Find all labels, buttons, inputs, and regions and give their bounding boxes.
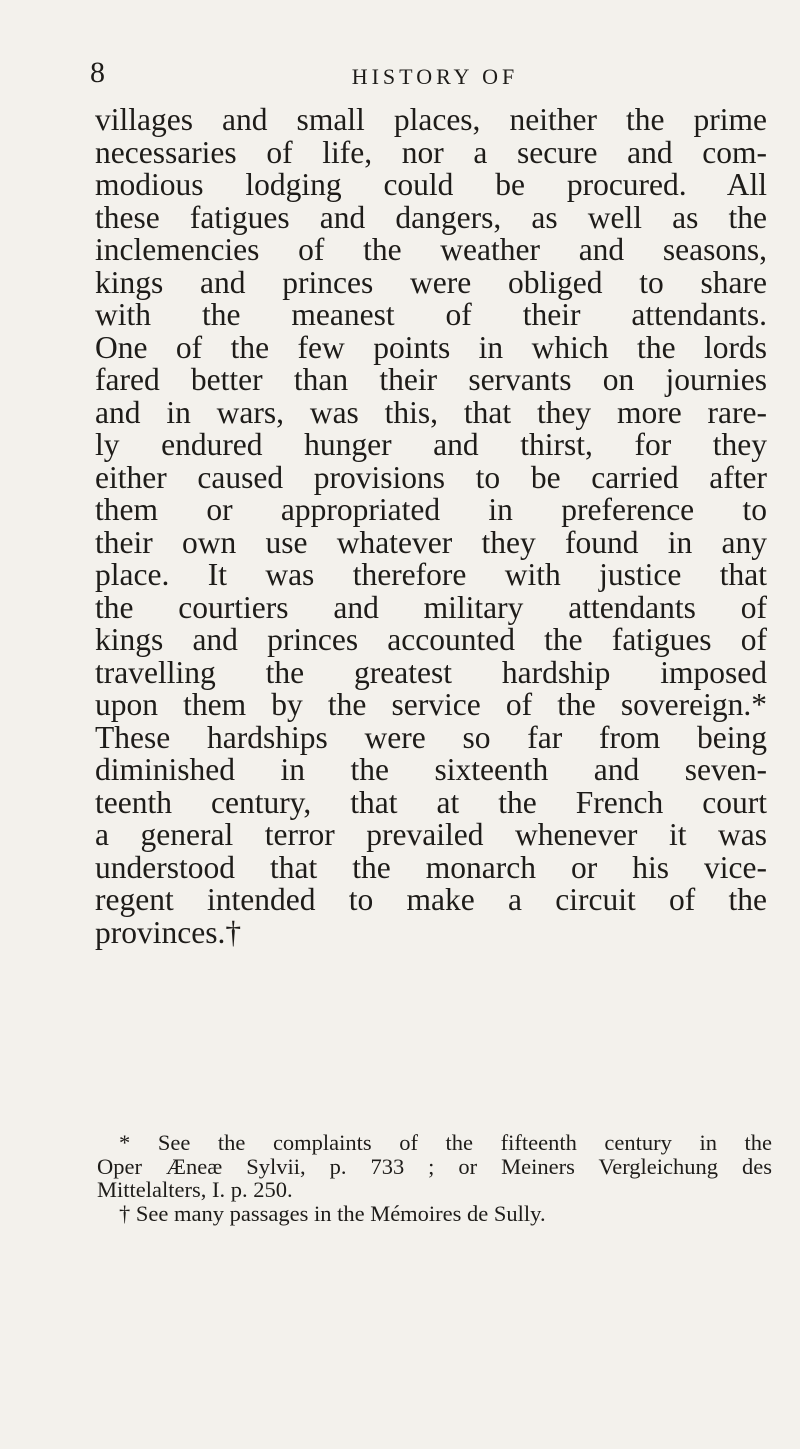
text-line: place. It was therefore with justice that	[95, 557, 767, 592]
text-line: understood that the monarch or his vice-	[95, 849, 767, 885]
text-line: a general terror prevailed whenever it was	[95, 817, 767, 852]
running-head: HISTORY OF	[351, 64, 519, 89]
text-line: kings and princes were obliged to share	[95, 264, 767, 300]
text-line: villages and small places, neither the prime	[95, 102, 767, 137]
text-line: ly endured hunger and thirst, for they	[95, 427, 767, 462]
text-line: with the meanest of their attendants.	[95, 297, 767, 332]
text-line: upon them by the service of the sovereign.*	[95, 687, 767, 722]
page-number: 8	[90, 56, 105, 89]
text-line: necessaries of life, nor a secure and com-	[95, 134, 767, 170]
text-line: modious lodging could be procured. All	[95, 167, 767, 202]
text-line: teenth century, that at the French court	[95, 784, 767, 820]
body-paragraph	[95, 104, 767, 949]
text-line: diminished in the sixteenth and seven-	[95, 752, 767, 787]
text-line: either caused provisions to be carried after	[95, 459, 767, 495]
page-header	[90, 58, 780, 98]
text-line: them or appropriated in preference to	[95, 492, 767, 527]
text-line: travelling the greatest hardship imposed	[95, 654, 767, 690]
text-line: the courtiers and military attendants of	[95, 589, 767, 625]
footnote-line: Oper Æneæ Sylvii, p. 733 ; or Meiners Vergleichung des	[97, 1153, 772, 1179]
text-line: their own use whatever they found in any	[95, 524, 767, 560]
text-line: provinces.†	[95, 914, 242, 950]
text-line: kings and princes accounted the fatigues of	[95, 622, 767, 657]
footnote-line: * See the complaints of the fifteenth century in the	[119, 1130, 772, 1155]
text-line: these fatigues and dangers, as well as the	[95, 199, 767, 235]
text-line: regent intended to make a circuit of the	[95, 882, 767, 917]
text-line: inclemencies of the weather and seasons,	[95, 232, 767, 267]
text-line: and in wars, was this, that they more rare-	[95, 394, 767, 430]
footnote-line: † See many passages in the Mémoires de Sully.	[119, 1200, 546, 1226]
footnotes	[97, 1131, 772, 1225]
text-line: One of the few points in which the lords	[95, 329, 767, 365]
footnote-line: Mittelalters, I. p. 250.	[97, 1177, 293, 1202]
text-line: fared better than their servants on journies	[95, 362, 767, 397]
text-line: These hardships were so far from being	[95, 719, 767, 755]
